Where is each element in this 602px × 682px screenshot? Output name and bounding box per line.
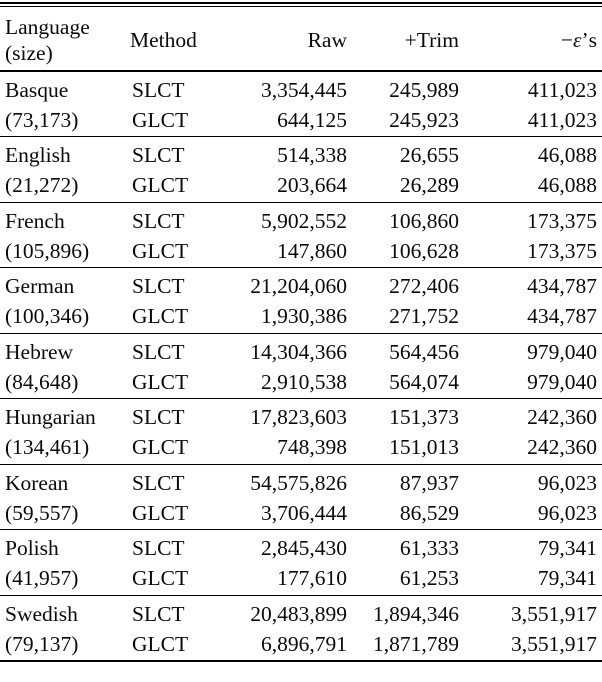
- epsilons-value: 79,341: [537, 566, 597, 591]
- language-size: (105,896): [5, 238, 90, 263]
- trim-cell: [352, 468, 464, 528]
- language-name: Korean: [5, 470, 69, 495]
- raw-value: 2,845,430: [261, 536, 347, 561]
- method-cell: [130, 75, 220, 135]
- raw-value: 644,125: [277, 107, 347, 132]
- table-row-group: [0, 137, 602, 203]
- table-row-group: [0, 465, 602, 531]
- raw-value: 748,398: [277, 435, 347, 460]
- table-row-group: [0, 399, 602, 465]
- epsilons-value: 242,360: [527, 435, 597, 460]
- method-value: SLCT: [132, 77, 185, 102]
- epsilon-symbol: ε: [572, 27, 582, 52]
- language-size: (84,648): [5, 369, 79, 394]
- raw-value: 514,338: [277, 143, 347, 168]
- header-trim: +Trim: [404, 27, 459, 52]
- raw-cell: [220, 140, 352, 200]
- trim-value: 61,333: [399, 536, 459, 561]
- language-cell: [0, 599, 130, 659]
- method-value: SLCT: [132, 470, 185, 495]
- method-value: GLCT: [132, 500, 189, 525]
- epsilons-cell: [464, 599, 602, 659]
- trim-value: 26,655: [399, 143, 459, 168]
- raw-cell: [220, 402, 352, 462]
- trim-value: 564,074: [389, 369, 459, 394]
- header-language-line1: Language: [5, 14, 90, 39]
- trim-value: 86,529: [399, 500, 459, 525]
- trim-cell: [352, 206, 464, 266]
- epsilons-cell: [464, 468, 602, 528]
- header-language-line2: (size): [5, 40, 53, 65]
- language-size: (41,957): [5, 566, 79, 591]
- raw-value: 6,896,791: [261, 631, 347, 656]
- header-method: Method: [130, 27, 197, 52]
- raw-value: 2,910,538: [261, 369, 347, 394]
- method-value: SLCT: [132, 143, 185, 168]
- raw-value: 177,610: [277, 566, 347, 591]
- trim-value: 245,923: [389, 107, 459, 132]
- raw-value: 203,664: [277, 173, 347, 198]
- language-name: Polish: [5, 536, 59, 561]
- table-header-row: [0, 7, 602, 72]
- epsilons-value: 173,375: [527, 208, 597, 233]
- trim-value: 106,860: [389, 208, 459, 233]
- method-cell: [130, 140, 220, 200]
- raw-value: 54,575,826: [250, 470, 347, 495]
- trim-value: 87,937: [399, 470, 459, 495]
- epsilons-value: 411,023: [527, 107, 597, 132]
- minus-sign: −: [560, 27, 573, 52]
- raw-cell: [220, 75, 352, 135]
- epsilons-cell: [464, 402, 602, 462]
- method-value: GLCT: [132, 566, 189, 591]
- epsilons-cell: [464, 533, 602, 593]
- method-value: GLCT: [132, 304, 189, 329]
- raw-value: 17,823,603: [250, 405, 347, 430]
- method-cell: [130, 402, 220, 462]
- header-raw: Raw: [307, 27, 347, 52]
- method-cell: [130, 468, 220, 528]
- method-value: SLCT: [132, 339, 185, 364]
- language-cell: [0, 533, 130, 593]
- method-value: GLCT: [132, 369, 189, 394]
- raw-cell: [220, 271, 352, 331]
- table-row-group: [0, 334, 602, 400]
- method-value: GLCT: [132, 107, 189, 132]
- raw-cell: [220, 599, 352, 659]
- epsilons-value: 979,040: [527, 369, 597, 394]
- raw-cell: [220, 533, 352, 593]
- method-value: GLCT: [132, 173, 189, 198]
- method-value: SLCT: [132, 405, 185, 430]
- epsilons-cell: [464, 140, 602, 200]
- language-cell: [0, 271, 130, 331]
- raw-value: 20,483,899: [250, 601, 347, 626]
- language-size: (134,461): [5, 435, 90, 460]
- method-cell: [130, 271, 220, 331]
- raw-value: 5,902,552: [261, 208, 347, 233]
- trim-value: 151,013: [389, 435, 459, 460]
- method-value: SLCT: [132, 208, 185, 233]
- trim-cell: [352, 337, 464, 397]
- epsilons-suffix: ’s: [581, 27, 597, 52]
- language-cell: [0, 206, 130, 266]
- raw-value: 1,930,386: [261, 304, 347, 329]
- language-cell: [0, 337, 130, 397]
- table-row-group: [0, 530, 602, 596]
- trim-cell: [352, 140, 464, 200]
- table-body: [0, 72, 602, 663]
- raw-value: 147,860: [277, 238, 347, 263]
- epsilons-cell: [464, 206, 602, 266]
- epsilons-value: 96,023: [537, 470, 597, 495]
- language-size: (73,173): [5, 107, 79, 132]
- trim-value: 564,456: [389, 339, 459, 364]
- trim-value: 1,871,789: [373, 631, 459, 656]
- method-cell: [130, 206, 220, 266]
- paper-table: [0, 2, 602, 662]
- epsilons-value: 173,375: [527, 238, 597, 263]
- table-row-group: [0, 72, 602, 138]
- language-cell: [0, 402, 130, 462]
- epsilons-value: 411,023: [527, 77, 597, 102]
- raw-cell: [220, 468, 352, 528]
- language-size: (21,272): [5, 173, 79, 198]
- raw-value: 3,706,444: [261, 500, 347, 525]
- trim-cell: [352, 533, 464, 593]
- epsilons-value: 3,551,917: [511, 631, 597, 656]
- language-name: English: [5, 143, 71, 168]
- language-cell: [0, 140, 130, 200]
- epsilons-cell: [464, 337, 602, 397]
- epsilons-value: 79,341: [537, 536, 597, 561]
- raw-cell: [220, 337, 352, 397]
- language-name: Basque: [5, 77, 69, 102]
- method-cell: [130, 337, 220, 397]
- method-cell: [130, 599, 220, 659]
- method-value: GLCT: [132, 435, 189, 460]
- epsilons-value: 242,360: [527, 405, 597, 430]
- trim-value: 272,406: [389, 274, 459, 299]
- epsilons-value: 434,787: [527, 304, 597, 329]
- table-row-group: [0, 596, 602, 663]
- method-value: SLCT: [132, 274, 185, 299]
- epsilons-cell: [464, 271, 602, 331]
- epsilons-value: 979,040: [527, 339, 597, 364]
- trim-value: 26,289: [399, 173, 459, 198]
- language-size: (79,137): [5, 631, 79, 656]
- language-size: (59,557): [5, 500, 79, 525]
- trim-cell: [352, 402, 464, 462]
- trim-value: 151,373: [389, 405, 459, 430]
- epsilons-value: 3,551,917: [511, 601, 597, 626]
- method-value: GLCT: [132, 238, 189, 263]
- language-name: Swedish: [5, 601, 78, 626]
- table-row-group: [0, 203, 602, 269]
- table-row-group: [0, 268, 602, 334]
- language-cell: [0, 468, 130, 528]
- language-name: French: [5, 208, 65, 233]
- language-name: Hebrew: [5, 339, 74, 364]
- raw-value: 21,204,060: [250, 274, 347, 299]
- method-value: GLCT: [132, 631, 189, 656]
- language-name: Hungarian: [5, 405, 96, 430]
- raw-value: 3,354,445: [261, 77, 347, 102]
- trim-value: 245,989: [389, 77, 459, 102]
- epsilons-value: 434,787: [527, 274, 597, 299]
- trim-value: 1,894,346: [373, 601, 459, 626]
- header-language-size: [0, 14, 130, 66]
- language-name: German: [5, 274, 75, 299]
- epsilons-value: 46,088: [537, 143, 597, 168]
- raw-value: 14,304,366: [250, 339, 347, 364]
- language-cell: [0, 75, 130, 135]
- header-minus-epsilons: [464, 27, 602, 53]
- trim-cell: [352, 75, 464, 135]
- trim-value: 106,628: [389, 238, 459, 263]
- trim-cell: [352, 271, 464, 331]
- trim-value: 61,253: [399, 566, 459, 591]
- trim-value: 271,752: [389, 304, 459, 329]
- method-cell: [130, 533, 220, 593]
- epsilons-cell: [464, 75, 602, 135]
- epsilons-value: 96,023: [537, 500, 597, 525]
- method-value: SLCT: [132, 601, 185, 626]
- trim-cell: [352, 599, 464, 659]
- raw-cell: [220, 206, 352, 266]
- epsilons-value: 46,088: [537, 173, 597, 198]
- language-size: (100,346): [5, 304, 90, 329]
- method-value: SLCT: [132, 536, 185, 561]
